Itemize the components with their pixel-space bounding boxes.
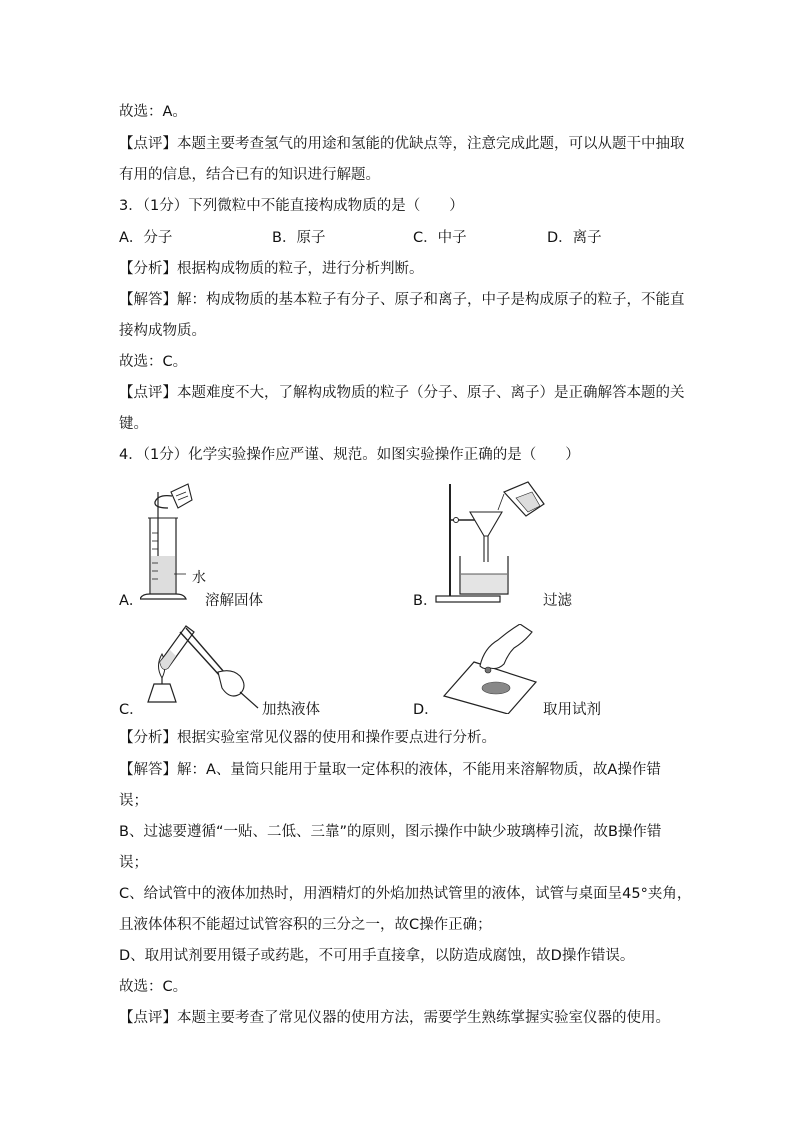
figure-d-caption: 取用试剂 xyxy=(543,702,601,718)
figure-a-water-label: 水 xyxy=(192,570,206,586)
q3-option-b: B．原子 xyxy=(272,230,326,246)
q4-analysis: 【分析】根据实验室常见仪器的使用和操作要点进行分析。 xyxy=(119,730,496,746)
figure-b-filtration xyxy=(432,478,552,606)
q4-answer: 故选：C。 xyxy=(119,979,188,995)
q3-option-a: A．分子 xyxy=(119,230,173,246)
q3-option-c: C．中子 xyxy=(413,230,467,246)
figure-d-taking-reagent xyxy=(440,624,540,714)
figure-d-letter: D． xyxy=(413,702,439,718)
q4-solution-a-line2: 误； xyxy=(119,793,148,809)
q3-answer: 故选：C。 xyxy=(119,354,188,370)
q3-comment-line2: 键。 xyxy=(119,416,148,432)
q4-solution-b-line2: 误； xyxy=(119,855,148,871)
q4-solution-a-line1: 【解答】解：A、量筒只能用于量取一定体积的液体，不能用来溶解物质，故A操作错 xyxy=(119,762,661,778)
q4-stem: 4．（1分）化学实验操作应严谨、规范。如图实验操作正确的是（ ） xyxy=(119,447,580,463)
q4-solution-c-line2: 且液体体积不能超过试管容积的三分之一，故C操作正确； xyxy=(119,917,492,933)
q4-solution-c-line1: C、给试管中的液体加热时，用酒精灯的外焰加热试管里的液体，试管与桌面呈45°夹角， xyxy=(119,886,692,902)
figure-a-dissolve-solid xyxy=(140,478,220,606)
figure-b-letter: B． xyxy=(413,593,438,609)
figure-c-heating-liquid xyxy=(140,620,264,710)
q2-comment-line1: 【点评】本题主要考查氢气的用途和氢能的优缺点等，注意完成此题，可以从题干中抽取 xyxy=(119,136,685,152)
figure-b-caption: 过滤 xyxy=(543,593,572,609)
q2-comment-line2: 有用的信息，结合已有的知识进行解题。 xyxy=(119,167,380,183)
q2-answer: 故选：A。 xyxy=(119,104,187,120)
q4-solution-b-line1: B、过滤要遵循“一贴、二低、三靠”的原则，图示操作中缺少玻璃棒引流，故B操作错 xyxy=(119,824,662,840)
q3-analysis: 【分析】根据构成物质的粒子，进行分析判断。 xyxy=(119,261,424,277)
figure-a-letter: A． xyxy=(119,593,144,609)
q4-comment: 【点评】本题主要考查了常见仪器的使用方法，需要学生熟练掌握实验室仪器的使用。 xyxy=(119,1010,670,1026)
figure-c-letter: C． xyxy=(119,702,144,718)
q3-stem: 3．（1分）下列微粒中不能直接构成物质的是（ ） xyxy=(119,198,464,214)
q3-comment-line1: 【点评】本题难度不大，了解构成物质的粒子（分子、原子、离子）是正确解答本题的关 xyxy=(119,385,685,401)
q4-solution-d: D、取用试剂要用镊子或药匙，不可用手直接拿，以防造成腐蚀，故D操作错误。 xyxy=(119,948,635,964)
figure-c-caption: 加热液体 xyxy=(262,702,320,718)
q3-option-d: D．离子 xyxy=(547,230,602,246)
figure-a-caption: 溶解固体 xyxy=(205,593,263,609)
q3-solution-line2: 接构成物质。 xyxy=(119,323,206,339)
q3-solution-line1: 【解答】解：构成物质的基本粒子有分子、原子和离子，中子是构成原子的粒子，不能直 xyxy=(119,292,685,308)
